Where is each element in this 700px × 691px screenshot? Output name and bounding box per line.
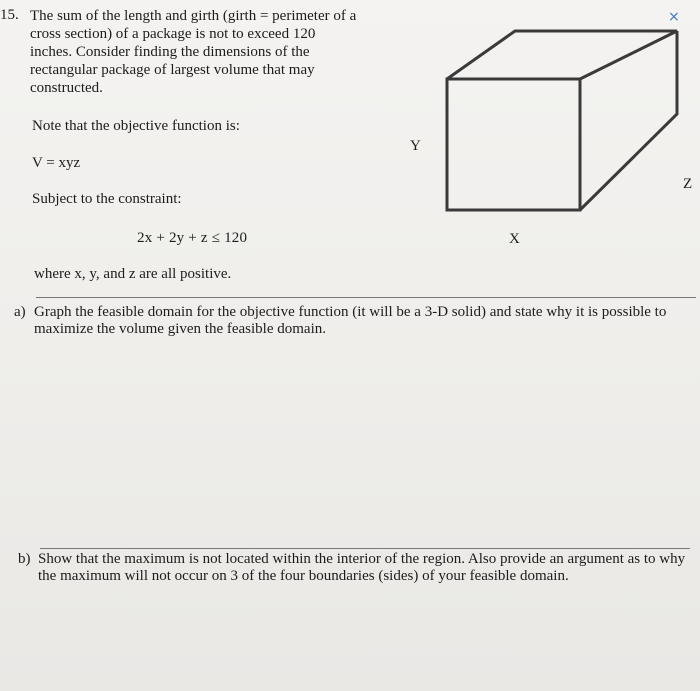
problem-line: rectangular package of largest volume that may: [30, 62, 315, 78]
constraint-inequality: 2x + 2y + z ≤ 120: [137, 230, 248, 246]
divider-b: [40, 548, 690, 549]
problem-line: constructed.: [30, 80, 103, 96]
objective-function: V = xyz: [32, 155, 81, 171]
part-a-text: Graph the feasible domain for the objective function (it will be a 3-D solid) and state why it is possible to maximize the volume given the feasible domain.: [34, 304, 667, 337]
label-x: X: [509, 231, 520, 247]
box-side-face: [580, 31, 677, 210]
part-a: [14, 304, 694, 338]
part-a-label: a): [14, 304, 26, 320]
problem-line: The sum of the length and girth (girth = perimeter of a: [30, 8, 357, 24]
close-icon[interactable]: ×: [668, 9, 680, 25]
label-z: Z: [683, 176, 693, 192]
positivity-note: where x, y, and z are all positive.: [34, 266, 232, 282]
box-top-face: [447, 31, 677, 79]
box-front-face: [447, 79, 580, 210]
part-b: [18, 551, 688, 585]
objective-note: Note that the objective function is:: [32, 118, 240, 134]
constraint-heading: Subject to the constraint:: [32, 191, 182, 207]
problem-line: inches. Consider finding the dimensions of the: [30, 44, 310, 60]
divider-a: [36, 297, 696, 298]
problem-number: 15.: [0, 7, 19, 23]
problem-line: cross section) of a package is not to exceed 120: [30, 26, 316, 42]
box-diagram: [0, 0, 700, 300]
label-y: Y: [410, 138, 421, 154]
part-b-text: Show that the maximum is not located within the interior of the region. Also provide an argument as to why the maximum will not occur on 3 of the four boundaries (sides) of your feasible domain.: [38, 551, 686, 584]
part-b-label: b): [18, 551, 31, 567]
